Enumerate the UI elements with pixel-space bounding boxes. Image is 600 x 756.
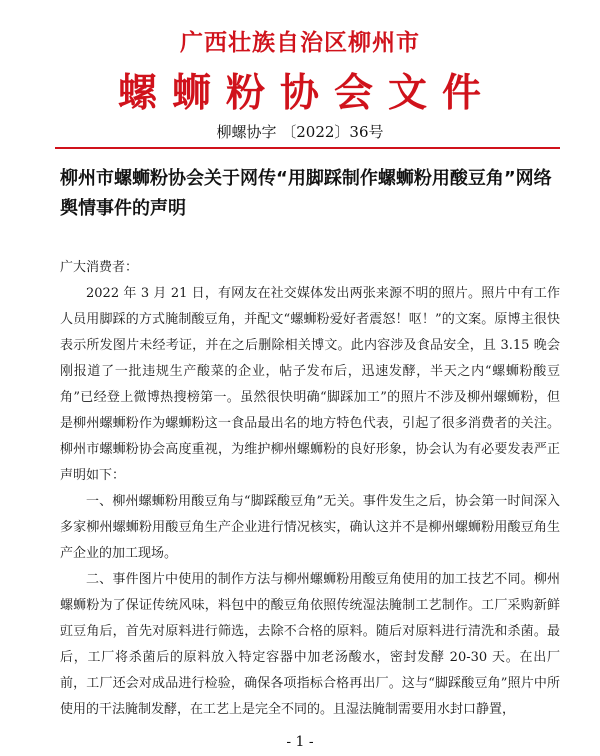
body-paragraph-point-1: 一、柳州螺蛳粉用酸豆角与“脚踩酸豆角”无关。事件发生之后，协会第一时间深入多家柳州螺蛳粉用酸豆角生产企业进行情况核实，确认这并不是柳州螺蛳粉用酸豆角生产企业的加工现场。 <box>60 494 560 561</box>
document-title: 螺蛳粉协会文件 <box>117 70 496 116</box>
document-number: 柳螺协字 〔2022〕36号 <box>216 123 384 141</box>
statement-headline: 柳州市螺蛳粉协会关于网传“用脚踩制作螺蛳粉用酸豆角”网络舆情事件的声明 <box>60 168 552 219</box>
issuer-name: 广西壮族自治区柳州市 <box>180 30 420 56</box>
body-paragraph-intro: 2022 年 3 月 21 日，有网友在社交媒体发出两张来源不明的照片。照片中有工作人员用脚踩的方式腌制酸豆角，并配文“螺蛳粉爱好者震怒！呕！”的文案。原博主很快表示所发图片未经考证，并在之后删除相关博文。此内容涉及食品安全，且 3.15 晚会刚报道了一批违规生产酸菜的企业，帖子发布后，迅速发酵，半天之内“螺蛳粉酸豆角”已经登上微博热搜榜第一。虽然很快明确“脚踩加工”的照片不涉及柳州螺蛳粉，但是柳州螺蛳粉作为螺蛳粉这一食品最出名的地方特色代表，引起了很多消费者的关注。柳州市螺蛳粉协会高度重视，为维护柳州螺蛳粉的良好形象，协会认为有必要发表严正声明如下： <box>60 286 560 483</box>
page-number: - 1 - <box>286 734 314 750</box>
red-divider <box>55 147 560 149</box>
body-paragraph-point-2: 二、事件图片中使用的制作方法与柳州螺蛳粉用酸豆角使用的加工技艺不同。柳州螺蛳粉为了保证传统风味，料包中的酸豆角依照传统湿法腌制工艺制作。工厂采购新鲜豇豆角后，首先对原料进行筛选，去除不合格的原料。随后对原料进行清洗和杀菌。最后，工厂将杀菌后的原料放入特定容器中加老汤酸水，密封发酵 20-30 天。在出厂前，工厂还会对成品进行检验，确保各项指标合格再出厂。这与“脚踩酸豆角”照片中所使用的干法腌制发酵，在工艺上是完全不同的。且湿法腌制需要用水封口静置， <box>60 572 560 717</box>
salutation: 广大消费者： <box>60 260 139 275</box>
statement-body <box>60 255 560 723</box>
